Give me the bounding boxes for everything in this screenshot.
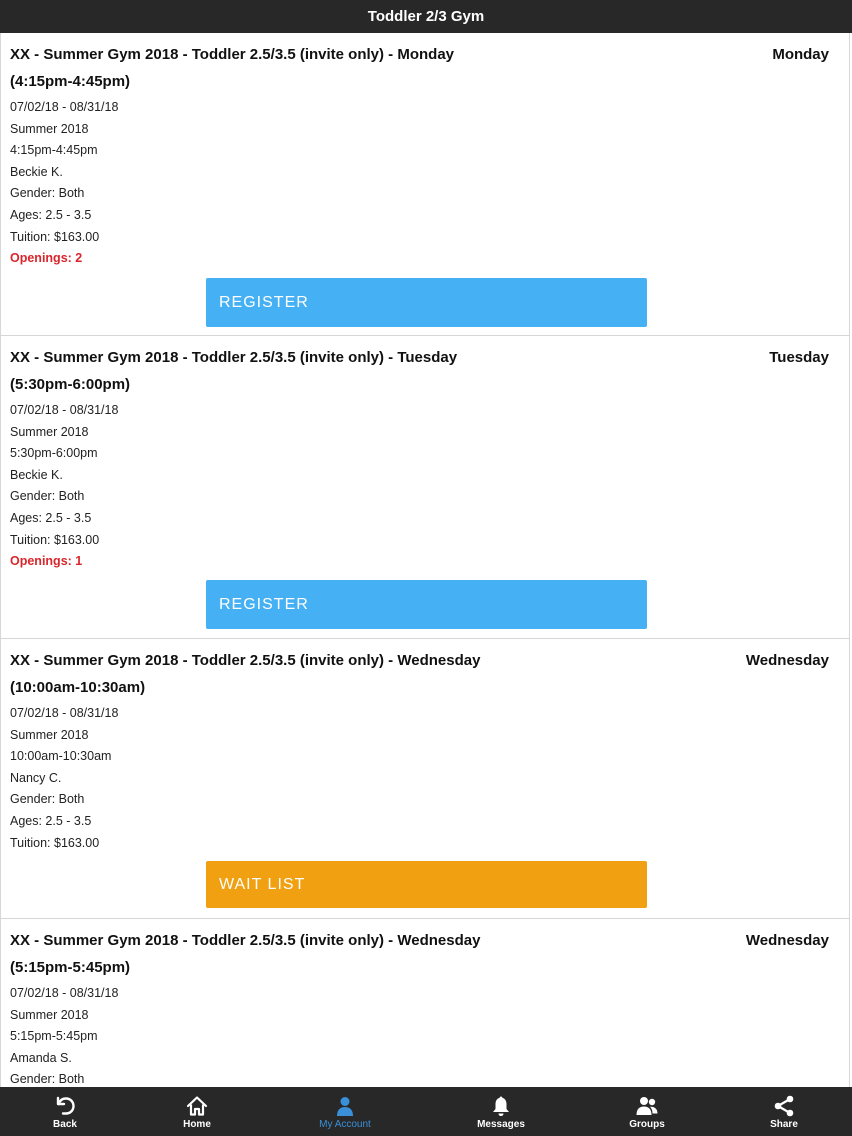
class-openings: Openings: 2 xyxy=(10,251,83,266)
class-openings: Openings: 1 xyxy=(10,554,83,569)
class-ages: Ages: 2.5 - 3.5 xyxy=(10,510,92,525)
class-gender: Gender: Both xyxy=(10,186,85,201)
class-title: XX - Summer Gym 2018 - Toddler 2.5/3.5 (invite only) - Tuesday (5:30pm-6:00pm) xyxy=(10,349,458,393)
class-day: Wednesday xyxy=(745,652,829,669)
class-details xyxy=(10,983,118,1087)
wait-list-button[interactable]: WAIT LIST xyxy=(206,861,647,908)
class-dates: 07/02/18 - 08/31/18 xyxy=(10,706,119,720)
class-session: Summer 2018 xyxy=(10,727,89,742)
class-day: Monday xyxy=(772,46,829,63)
class-tuition: Tuition: $163.00 xyxy=(10,532,100,547)
home-icon xyxy=(185,1094,209,1118)
tab-label: Groups xyxy=(629,1119,665,1130)
class-instructor: Beckie K. xyxy=(10,467,63,482)
bottom-tab-bar xyxy=(0,1087,852,1136)
group-icon xyxy=(635,1094,659,1118)
class-dates: 07/02/18 - 08/31/18 xyxy=(10,100,119,114)
class-instructor: Amanda S. xyxy=(10,1050,72,1065)
class-details xyxy=(10,703,118,854)
tab-label: Messages xyxy=(477,1119,525,1130)
title-bar xyxy=(0,0,852,33)
share-icon xyxy=(772,1094,796,1118)
tab-home[interactable] xyxy=(167,1087,227,1136)
tab-back[interactable] xyxy=(35,1087,95,1136)
tab-label: Home xyxy=(183,1119,211,1130)
page-title: Toddler 2/3 Gym xyxy=(367,8,485,25)
class-tuition: Tuition: $163.00 xyxy=(10,835,100,850)
class-details xyxy=(10,97,118,270)
class-time: 4:15pm-4:45pm xyxy=(10,143,98,158)
class-card xyxy=(0,919,850,1087)
class-title: XX - Summer Gym 2018 - Toddler 2.5/3.5 (invite only) - Wednesday (10:00am-10:30am) xyxy=(10,652,481,696)
class-time: 5:15pm-5:45pm xyxy=(10,1029,98,1044)
class-session: Summer 2018 xyxy=(10,424,89,439)
class-session: Summer 2018 xyxy=(10,1007,89,1022)
class-ages: Ages: 2.5 - 3.5 xyxy=(10,207,92,222)
class-session: Summer 2018 xyxy=(10,121,89,136)
class-card xyxy=(0,33,850,336)
class-dates: 07/02/18 - 08/31/18 xyxy=(10,986,119,1000)
tab-share[interactable] xyxy=(754,1087,814,1136)
class-gender: Gender: Both xyxy=(10,489,85,504)
class-instructor: Nancy C. xyxy=(10,770,62,785)
tab-label: My Account xyxy=(319,1119,371,1130)
class-dates: 07/02/18 - 08/31/18 xyxy=(10,403,119,417)
tab-messages[interactable] xyxy=(466,1087,536,1136)
register-button[interactable]: REGISTER xyxy=(206,580,647,629)
class-list[interactable] xyxy=(0,33,852,1087)
class-day: Wednesday xyxy=(745,932,829,949)
back-arrow-icon xyxy=(53,1094,77,1118)
class-day: Tuesday xyxy=(769,349,829,366)
person-icon xyxy=(333,1094,357,1118)
tab-groups[interactable] xyxy=(617,1087,677,1136)
class-time: 10:00am-10:30am xyxy=(10,749,112,764)
class-instructor: Beckie K. xyxy=(10,164,63,179)
class-title: XX - Summer Gym 2018 - Toddler 2.5/3.5 (invite only) - Monday (4:15pm-4:45pm) xyxy=(10,46,455,90)
register-button[interactable]: REGISTER xyxy=(206,278,647,327)
tab-my-account[interactable] xyxy=(305,1087,385,1136)
tab-label: Share xyxy=(770,1119,798,1130)
class-ages: Ages: 2.5 - 3.5 xyxy=(10,813,92,828)
class-gender: Gender: Both xyxy=(10,792,85,807)
class-title: XX - Summer Gym 2018 - Toddler 2.5/3.5 (invite only) - Wednesday (5:15pm-5:45pm) xyxy=(10,932,481,976)
class-gender: Gender: Both xyxy=(10,1072,85,1087)
class-card xyxy=(0,336,850,639)
class-card xyxy=(0,639,850,919)
class-tuition: Tuition: $163.00 xyxy=(10,229,100,244)
tab-label: Back xyxy=(53,1119,77,1130)
class-details xyxy=(10,400,118,573)
bell-icon xyxy=(489,1094,513,1118)
class-time: 5:30pm-6:00pm xyxy=(10,446,98,461)
